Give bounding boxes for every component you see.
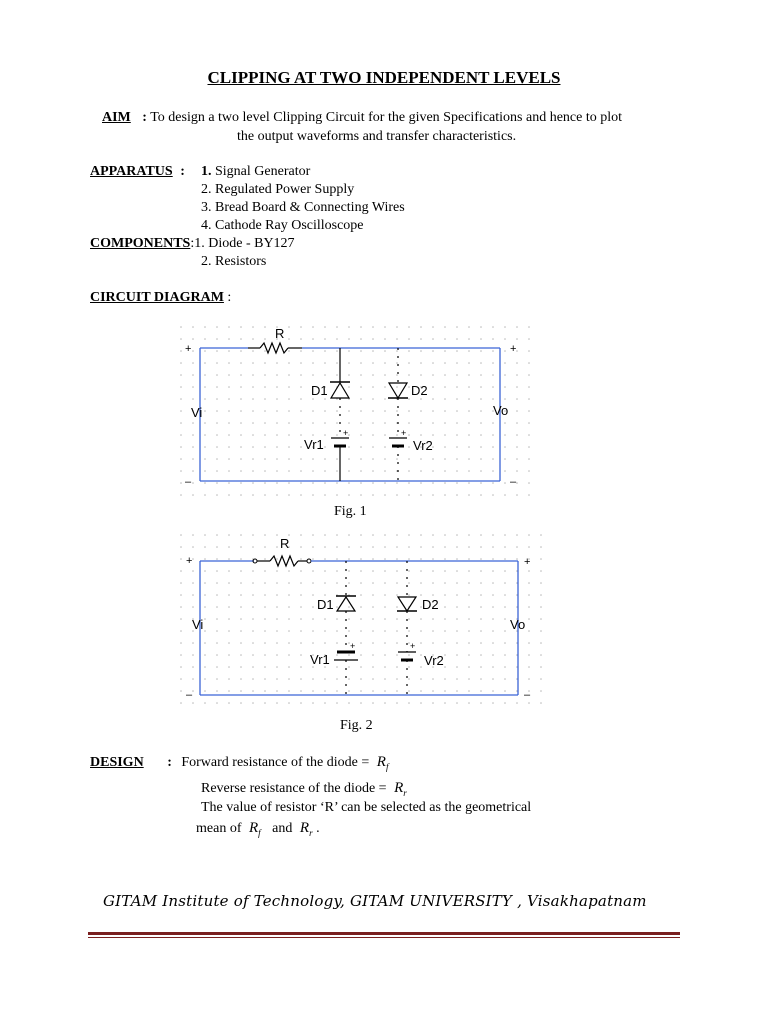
apparatus-item-2 [201,182,354,198]
components-item-text: Diode - BY127 [208,236,295,251]
apparatus-item-text: Signal Generator [215,164,311,179]
grid-background [180,534,550,709]
symbol-rr [300,820,313,836]
circuit-diagram-fig1 [180,326,540,501]
label-minus-output: – [524,689,531,701]
design-line-4b: and [272,821,293,836]
label-vr1: Vr1 [310,652,330,667]
design-line-3: The value of resistor ‘R’ can be selected as the geometrical [201,800,532,815]
symbol-r: R [376,754,386,770]
design-label: DESIGN [90,755,144,770]
aim-separator: : [142,110,147,125]
label-d1: D1 [317,597,334,612]
label-vi: Vi [192,617,204,632]
symbol-rr [394,780,407,796]
label-resistor: R [280,536,290,551]
label-minus-output: – [510,476,517,488]
label-plus-input: + [186,555,193,567]
apparatus-label-row [90,164,185,180]
components-item-num: 1. [194,236,205,251]
components-item-text: Resistors [215,254,267,269]
components-item-num: 2. [201,254,212,269]
subscript-r: r [309,828,313,838]
footer-rule-thin [88,937,680,938]
circuit-heading [90,290,231,306]
symbol-r: R [394,780,404,796]
page-title: CLIPPING AT TWO INDEPENDENT LEVELS [207,68,561,87]
label-vo: Vo [510,617,526,632]
label-vr1-plus: + [343,428,349,438]
label-minus-input: – [186,689,193,701]
design-separator: : [167,755,172,770]
circuit-heading-label: CIRCUIT DIAGRAM [90,290,224,305]
label-vr1-plus: + [350,641,356,651]
components-label: COMPONENTS [90,236,191,251]
symbol-r: R [248,820,259,836]
design-row-2 [201,780,407,798]
components-separator: : [190,236,195,251]
apparatus-item-num: 2. [201,182,212,197]
label-plus-output: + [510,343,517,355]
label-vr2: Vr2 [413,438,433,453]
apparatus-item-num: 3. [201,200,212,215]
label-plus-output: + [524,556,531,568]
label-d2: D2 [411,383,428,398]
symbol-r: R [299,820,310,836]
subscript-r: r [403,788,407,798]
circuit-diagram-fig2 [180,534,550,714]
design-line-2: Reverse resistance of the diode = [201,781,387,796]
symbol-rf [249,820,261,836]
label-vr1: Vr1 [304,437,324,452]
grid-background [180,326,540,496]
aim-line-1 [102,110,622,126]
apparatus-label: APPARATUS [90,164,173,179]
design-line-4c: . [316,821,320,836]
aim-text-1: To design a two level Clipping Circuit for the given Specifications and hence to plot [150,110,623,125]
footer-rule-thick [88,932,680,935]
circuit-heading-separator: : [227,290,232,305]
circuit-fig1-svg [180,326,540,496]
symbol-rf [377,754,389,770]
aim-text-2: the output waveforms and transfer characteristics. [237,129,517,144]
label-vr2: Vr2 [424,653,444,668]
apparatus-item-3 [201,200,405,216]
circuit-fig2-svg [180,534,550,709]
apparatus-item-text: Bread Board & Connecting Wires [215,200,405,215]
apparatus-item-text: Regulated Power Supply [215,182,355,197]
apparatus-item-1 [201,164,310,180]
components-item-2 [201,254,266,270]
apparatus-separator: : [180,164,185,179]
footer-institution: GITAM Institute of Technology, GITAM UNIVERSITY , Visakhapatnam [103,892,647,910]
subscript-f: f [258,828,261,838]
apparatus-item-num: 4. [201,218,212,233]
design-row-4 [196,820,320,838]
label-minus-input: – [185,476,192,488]
label-vo: Vo [493,403,509,418]
design-line-4a: mean of [196,821,242,836]
apparatus-item-4 [201,218,364,234]
label-resistor: R [275,326,285,341]
label-d2: D2 [422,597,439,612]
subscript-f: f [385,762,389,772]
aim-label: AIM [102,110,131,125]
label-vr2-plus: + [401,428,407,438]
components-row-1 [90,236,295,252]
label-vi: Vi [191,405,203,420]
label-vr2-plus: + [410,641,416,651]
label-d1: D1 [311,383,328,398]
label-plus-input: + [185,343,192,355]
apparatus-item-num: 1. [201,164,212,179]
design-line-1: Forward resistance of the diode = [181,755,370,770]
figure-1-caption: Fig. 1 [334,504,367,519]
design-row-1 [90,754,388,772]
figure-2-caption: Fig. 2 [340,718,373,733]
apparatus-item-text: Cathode Ray Oscilloscope [215,218,364,233]
